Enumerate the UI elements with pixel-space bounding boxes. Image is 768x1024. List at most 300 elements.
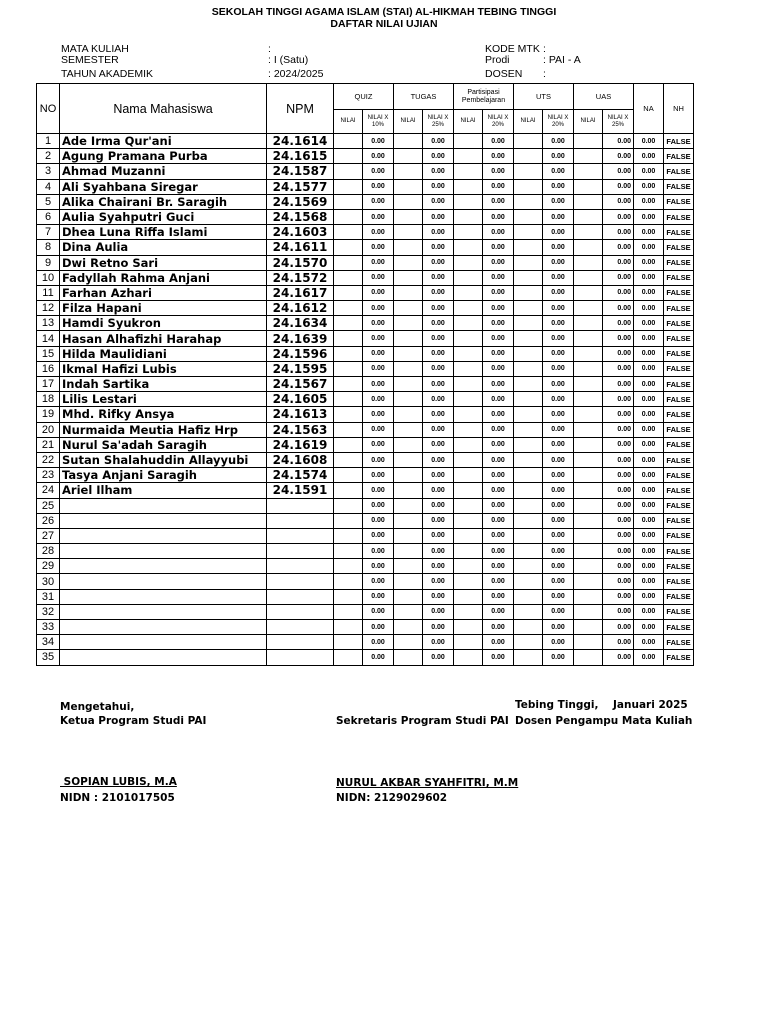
uas-weighted-cell: 0.00	[603, 528, 634, 543]
uts-nilai-cell	[514, 620, 543, 635]
uts-nilai-cell	[514, 407, 543, 422]
partisipasi-nilai-cell	[454, 437, 483, 452]
uas-weighted-cell: 0.00	[603, 194, 634, 209]
row-number: 25	[37, 498, 60, 513]
student-name: Ariel Ilham	[60, 483, 267, 498]
table-row	[37, 225, 694, 240]
quiz-weighted-cell: 0.00	[363, 270, 394, 285]
quiz-nilai-cell	[334, 270, 363, 285]
nh-cell: FALSE	[664, 255, 694, 270]
uas-nilai-cell	[574, 301, 603, 316]
student-name	[60, 544, 267, 559]
partisipasi-nilai-cell	[454, 331, 483, 346]
table-row	[37, 346, 694, 361]
student-npm: 24.1591	[267, 483, 334, 498]
uas-weighted-cell: 0.00	[603, 285, 634, 300]
tugas-nilai-cell	[394, 149, 423, 164]
tugas-weighted-cell: 0.00	[423, 437, 454, 452]
uas-nilai-cell	[574, 270, 603, 285]
tugas-nilai-cell	[394, 407, 423, 422]
quiz-weighted-cell: 0.00	[363, 589, 394, 604]
uts-weighted-cell: 0.00	[543, 544, 574, 559]
nh-cell: FALSE	[664, 316, 694, 331]
partisipasi-nilai-cell	[454, 498, 483, 513]
partisipasi-weighted-cell: 0.00	[483, 589, 514, 604]
quiz-nilai-cell	[334, 589, 363, 604]
table-row	[37, 331, 694, 346]
student-npm	[267, 620, 334, 635]
uas-nilai-cell	[574, 437, 603, 452]
partisipasi-nilai-cell	[454, 149, 483, 164]
tugas-nilai-cell	[394, 559, 423, 574]
student-name: Agung Pramana Purba	[60, 149, 267, 164]
student-name: Aulia Syahputri Guci	[60, 209, 267, 224]
na-cell: 0.00	[634, 635, 664, 650]
uas-nilai-cell	[574, 544, 603, 559]
student-name	[60, 559, 267, 574]
student-npm: 24.1587	[267, 164, 334, 179]
row-number: 28	[37, 544, 60, 559]
uts-weighted-cell: 0.00	[543, 377, 574, 392]
nh-cell: FALSE	[664, 270, 694, 285]
quiz-nilai-cell	[334, 209, 363, 224]
dosen-value: :	[543, 68, 546, 80]
table-row	[37, 285, 694, 300]
uas-weighted-cell: 0.00	[603, 301, 634, 316]
uas-weighted-cell: 0.00	[603, 589, 634, 604]
partisipasi-nilai-cell	[454, 468, 483, 483]
student-name: Farhan Azhari	[60, 285, 267, 300]
quiz-weighted-cell: 0.00	[363, 635, 394, 650]
quiz-weighted-cell: 0.00	[363, 620, 394, 635]
header-na: NA	[634, 84, 664, 134]
partisipasi-nilai-cell	[454, 255, 483, 270]
quiz-weighted-cell: 0.00	[363, 301, 394, 316]
subheader-partisipasi-pct: NILAI X 20%	[483, 110, 514, 134]
uts-weighted-cell: 0.00	[543, 316, 574, 331]
table-row	[37, 240, 694, 255]
partisipasi-nilai-cell	[454, 422, 483, 437]
uts-nilai-cell	[514, 149, 543, 164]
partisipasi-weighted-cell: 0.00	[483, 422, 514, 437]
student-name: Ade Irma Qur'ani	[60, 134, 267, 149]
partisipasi-weighted-cell: 0.00	[483, 331, 514, 346]
na-cell: 0.00	[634, 179, 664, 194]
uts-nilai-cell	[514, 377, 543, 392]
student-name: Ahmad Muzanni	[60, 164, 267, 179]
tugas-weighted-cell: 0.00	[423, 331, 454, 346]
student-npm: 24.1570	[267, 255, 334, 270]
subheader-tugas-pct: NILAI X 25%	[423, 110, 454, 134]
uas-nilai-cell	[574, 620, 603, 635]
row-number: 7	[37, 225, 60, 240]
nh-cell: FALSE	[664, 392, 694, 407]
uts-nilai-cell	[514, 589, 543, 604]
na-cell: 0.00	[634, 209, 664, 224]
uts-nilai-cell	[514, 650, 543, 665]
table-row	[37, 513, 694, 528]
student-name: Lilis Lestari	[60, 392, 267, 407]
row-number: 29	[37, 559, 60, 574]
quiz-nilai-cell	[334, 422, 363, 437]
uts-weighted-cell: 0.00	[543, 134, 574, 149]
nh-cell: FALSE	[664, 513, 694, 528]
student-name	[60, 635, 267, 650]
row-number: 19	[37, 407, 60, 422]
uas-weighted-cell: 0.00	[603, 437, 634, 452]
ketua-title: Ketua Program Studi PAI	[60, 715, 207, 727]
uas-weighted-cell: 0.00	[603, 498, 634, 513]
uas-weighted-cell: 0.00	[603, 574, 634, 589]
na-cell: 0.00	[634, 316, 664, 331]
uts-weighted-cell: 0.00	[543, 483, 574, 498]
na-cell: 0.00	[634, 650, 664, 665]
uas-weighted-cell: 0.00	[603, 331, 634, 346]
student-name: Mhd. Rifky Ansya	[60, 407, 267, 422]
uts-weighted-cell: 0.00	[543, 650, 574, 665]
tahun-akademik-label: TAHUN AKADEMIK	[61, 68, 153, 80]
uts-nilai-cell	[514, 437, 543, 452]
header-npm: NPM	[267, 84, 334, 134]
uts-nilai-cell	[514, 209, 543, 224]
uas-weighted-cell: 0.00	[603, 468, 634, 483]
uts-nilai-cell	[514, 361, 543, 376]
quiz-weighted-cell: 0.00	[363, 650, 394, 665]
partisipasi-nilai-cell	[454, 589, 483, 604]
table-row	[37, 164, 694, 179]
uts-nilai-cell	[514, 559, 543, 574]
row-number: 21	[37, 437, 60, 452]
tugas-nilai-cell	[394, 574, 423, 589]
row-number: 26	[37, 513, 60, 528]
uts-weighted-cell: 0.00	[543, 589, 574, 604]
tugas-weighted-cell: 0.00	[423, 650, 454, 665]
quiz-weighted-cell: 0.00	[363, 194, 394, 209]
mata-kuliah-value: :	[268, 43, 271, 55]
partisipasi-nilai-cell	[454, 377, 483, 392]
quiz-weighted-cell: 0.00	[363, 361, 394, 376]
tugas-nilai-cell	[394, 331, 423, 346]
partisipasi-weighted-cell: 0.00	[483, 528, 514, 543]
row-number: 20	[37, 422, 60, 437]
row-number: 35	[37, 650, 60, 665]
student-npm: 24.1608	[267, 452, 334, 467]
tahun-akademik-value: : 2024/2025	[268, 68, 324, 80]
nh-cell: FALSE	[664, 209, 694, 224]
tugas-weighted-cell: 0.00	[423, 620, 454, 635]
partisipasi-nilai-cell	[454, 559, 483, 574]
partisipasi-nilai-cell	[454, 650, 483, 665]
partisipasi-nilai-cell	[454, 285, 483, 300]
quiz-weighted-cell: 0.00	[363, 179, 394, 194]
student-name	[60, 604, 267, 619]
uas-weighted-cell: 0.00	[603, 209, 634, 224]
quiz-weighted-cell: 0.00	[363, 392, 394, 407]
partisipasi-weighted-cell: 0.00	[483, 316, 514, 331]
student-name	[60, 589, 267, 604]
row-number: 24	[37, 483, 60, 498]
row-number: 33	[37, 620, 60, 635]
uts-weighted-cell: 0.00	[543, 392, 574, 407]
nh-cell: FALSE	[664, 650, 694, 665]
nh-cell: FALSE	[664, 574, 694, 589]
subheader-nilai: NILAI	[574, 110, 603, 134]
student-npm	[267, 528, 334, 543]
row-number: 34	[37, 635, 60, 650]
subheader-nilai: NILAI	[334, 110, 363, 134]
nh-cell: FALSE	[664, 346, 694, 361]
tugas-nilai-cell	[394, 225, 423, 240]
place-city: Tebing Tinggi,	[515, 699, 599, 711]
uas-nilai-cell	[574, 513, 603, 528]
student-npm: 24.1612	[267, 301, 334, 316]
uas-weighted-cell: 0.00	[603, 134, 634, 149]
student-name: Ali Syahbana Siregar	[60, 179, 267, 194]
partisipasi-weighted-cell: 0.00	[483, 301, 514, 316]
partisipasi-weighted-cell: 0.00	[483, 452, 514, 467]
partisipasi-weighted-cell: 0.00	[483, 225, 514, 240]
student-npm	[267, 574, 334, 589]
nh-cell: FALSE	[664, 452, 694, 467]
nh-cell: FALSE	[664, 498, 694, 513]
row-number: 1	[37, 134, 60, 149]
uas-nilai-cell	[574, 483, 603, 498]
uts-weighted-cell: 0.00	[543, 559, 574, 574]
uts-weighted-cell: 0.00	[543, 209, 574, 224]
quiz-nilai-cell	[334, 361, 363, 376]
row-number: 2	[37, 149, 60, 164]
subheader-uas-pct: NILAI X 25%	[603, 110, 634, 134]
uas-nilai-cell	[574, 316, 603, 331]
uas-weighted-cell: 0.00	[603, 407, 634, 422]
quiz-weighted-cell: 0.00	[363, 498, 394, 513]
mata-kuliah-label: MATA KULIAH	[61, 43, 129, 55]
student-name	[60, 513, 267, 528]
student-npm: 24.1567	[267, 377, 334, 392]
tugas-weighted-cell: 0.00	[423, 209, 454, 224]
row-number: 13	[37, 316, 60, 331]
student-npm	[267, 604, 334, 619]
row-number: 5	[37, 194, 60, 209]
uas-nilai-cell	[574, 179, 603, 194]
uts-weighted-cell: 0.00	[543, 620, 574, 635]
na-cell: 0.00	[634, 255, 664, 270]
quiz-weighted-cell: 0.00	[363, 544, 394, 559]
partisipasi-nilai-cell	[454, 635, 483, 650]
tugas-weighted-cell: 0.00	[423, 589, 454, 604]
tugas-weighted-cell: 0.00	[423, 164, 454, 179]
quiz-weighted-cell: 0.00	[363, 528, 394, 543]
uas-nilai-cell	[574, 635, 603, 650]
table-row	[37, 574, 694, 589]
quiz-nilai-cell	[334, 452, 363, 467]
uas-nilai-cell	[574, 209, 603, 224]
table-row	[37, 361, 694, 376]
quiz-weighted-cell: 0.00	[363, 559, 394, 574]
partisipasi-weighted-cell: 0.00	[483, 377, 514, 392]
table-row	[37, 194, 694, 209]
partisipasi-nilai-cell	[454, 346, 483, 361]
tugas-nilai-cell	[394, 255, 423, 270]
partisipasi-nilai-cell	[454, 544, 483, 559]
na-cell: 0.00	[634, 589, 664, 604]
partisipasi-nilai-cell	[454, 452, 483, 467]
sekretaris-name: NURUL AKBAR SYAHFITRI, M.M	[336, 777, 519, 789]
uts-weighted-cell: 0.00	[543, 194, 574, 209]
student-npm: 24.1613	[267, 407, 334, 422]
na-cell: 0.00	[634, 422, 664, 437]
uts-nilai-cell	[514, 134, 543, 149]
student-npm	[267, 498, 334, 513]
subheader-nilai: NILAI	[514, 110, 543, 134]
student-name: Dina Aulia	[60, 240, 267, 255]
quiz-nilai-cell	[334, 483, 363, 498]
na-cell: 0.00	[634, 544, 664, 559]
uts-weighted-cell: 0.00	[543, 285, 574, 300]
uts-nilai-cell	[514, 528, 543, 543]
table-row	[37, 422, 694, 437]
student-npm: 24.1603	[267, 225, 334, 240]
nh-cell: FALSE	[664, 377, 694, 392]
uas-nilai-cell	[574, 528, 603, 543]
nh-cell: FALSE	[664, 179, 694, 194]
row-number: 14	[37, 331, 60, 346]
tugas-nilai-cell	[394, 179, 423, 194]
uts-nilai-cell	[514, 513, 543, 528]
table-row	[37, 528, 694, 543]
row-number: 31	[37, 589, 60, 604]
uas-weighted-cell: 0.00	[603, 361, 634, 376]
uas-nilai-cell	[574, 285, 603, 300]
na-cell: 0.00	[634, 134, 664, 149]
uas-nilai-cell	[574, 240, 603, 255]
table-row	[37, 149, 694, 164]
quiz-nilai-cell	[334, 513, 363, 528]
partisipasi-weighted-cell: 0.00	[483, 483, 514, 498]
tugas-nilai-cell	[394, 437, 423, 452]
quiz-nilai-cell	[334, 437, 363, 452]
partisipasi-weighted-cell: 0.00	[483, 392, 514, 407]
row-number: 15	[37, 346, 60, 361]
tugas-nilai-cell	[394, 468, 423, 483]
partisipasi-weighted-cell: 0.00	[483, 650, 514, 665]
student-npm	[267, 513, 334, 528]
quiz-weighted-cell: 0.00	[363, 225, 394, 240]
uts-nilai-cell	[514, 240, 543, 255]
tugas-weighted-cell: 0.00	[423, 635, 454, 650]
quiz-weighted-cell: 0.00	[363, 437, 394, 452]
quiz-weighted-cell: 0.00	[363, 452, 394, 467]
nh-cell: FALSE	[664, 604, 694, 619]
quiz-nilai-cell	[334, 650, 363, 665]
student-name: Nurmaida Meutia Hafiz Hrp	[60, 422, 267, 437]
student-name: Alika Chairani Br. Saragih	[60, 194, 267, 209]
uts-nilai-cell	[514, 316, 543, 331]
tugas-nilai-cell	[394, 513, 423, 528]
uas-nilai-cell	[574, 134, 603, 149]
nh-cell: FALSE	[664, 331, 694, 346]
header-tugas: TUGAS	[394, 84, 454, 110]
uas-nilai-cell	[574, 589, 603, 604]
grade-table	[36, 83, 694, 666]
uts-weighted-cell: 0.00	[543, 452, 574, 467]
uts-weighted-cell: 0.00	[543, 346, 574, 361]
partisipasi-weighted-cell: 0.00	[483, 468, 514, 483]
tugas-nilai-cell	[394, 635, 423, 650]
table-row	[37, 635, 694, 650]
tugas-weighted-cell: 0.00	[423, 346, 454, 361]
partisipasi-nilai-cell	[454, 361, 483, 376]
student-name	[60, 574, 267, 589]
student-name: Dhea Luna Riffa Islami	[60, 225, 267, 240]
tugas-nilai-cell	[394, 316, 423, 331]
tugas-nilai-cell	[394, 528, 423, 543]
tugas-weighted-cell: 0.00	[423, 149, 454, 164]
uas-nilai-cell	[574, 164, 603, 179]
na-cell: 0.00	[634, 301, 664, 316]
uts-nilai-cell	[514, 392, 543, 407]
header-partisipasi: Partisipasi Pembelajaran	[454, 84, 514, 110]
quiz-weighted-cell: 0.00	[363, 331, 394, 346]
header-uas: UAS	[574, 84, 634, 110]
quiz-nilai-cell	[334, 392, 363, 407]
header-no: NO	[37, 84, 60, 134]
row-number: 16	[37, 361, 60, 376]
quiz-nilai-cell	[334, 346, 363, 361]
na-cell: 0.00	[634, 528, 664, 543]
quiz-nilai-cell	[334, 179, 363, 194]
header-nama: Nama Mahasiswa	[60, 84, 267, 134]
uts-nilai-cell	[514, 346, 543, 361]
uts-weighted-cell: 0.00	[543, 255, 574, 270]
partisipasi-weighted-cell: 0.00	[483, 513, 514, 528]
na-cell: 0.00	[634, 574, 664, 589]
partisipasi-weighted-cell: 0.00	[483, 270, 514, 285]
partisipasi-nilai-cell	[454, 513, 483, 528]
quiz-weighted-cell: 0.00	[363, 407, 394, 422]
quiz-nilai-cell	[334, 468, 363, 483]
tugas-weighted-cell: 0.00	[423, 452, 454, 467]
quiz-weighted-cell: 0.00	[363, 285, 394, 300]
uts-nilai-cell	[514, 194, 543, 209]
tugas-weighted-cell: 0.00	[423, 544, 454, 559]
uts-weighted-cell: 0.00	[543, 574, 574, 589]
uas-weighted-cell: 0.00	[603, 270, 634, 285]
table-row	[37, 468, 694, 483]
student-npm: 24.1577	[267, 179, 334, 194]
uas-nilai-cell	[574, 346, 603, 361]
sekretaris-nidn: NIDN: 2129029602	[336, 792, 448, 804]
uas-nilai-cell	[574, 331, 603, 346]
tugas-weighted-cell: 0.00	[423, 134, 454, 149]
student-name: Fadyllah Rahma Anjani	[60, 270, 267, 285]
tugas-weighted-cell: 0.00	[423, 498, 454, 513]
uas-weighted-cell: 0.00	[603, 559, 634, 574]
student-name	[60, 620, 267, 635]
quiz-weighted-cell: 0.00	[363, 422, 394, 437]
table-row	[37, 179, 694, 194]
na-cell: 0.00	[634, 225, 664, 240]
tugas-nilai-cell	[394, 452, 423, 467]
partisipasi-nilai-cell	[454, 209, 483, 224]
uts-nilai-cell	[514, 544, 543, 559]
table-row	[37, 377, 694, 392]
table-row	[37, 604, 694, 619]
na-cell: 0.00	[634, 270, 664, 285]
nh-cell: FALSE	[664, 437, 694, 452]
partisipasi-nilai-cell	[454, 179, 483, 194]
uts-weighted-cell: 0.00	[543, 422, 574, 437]
